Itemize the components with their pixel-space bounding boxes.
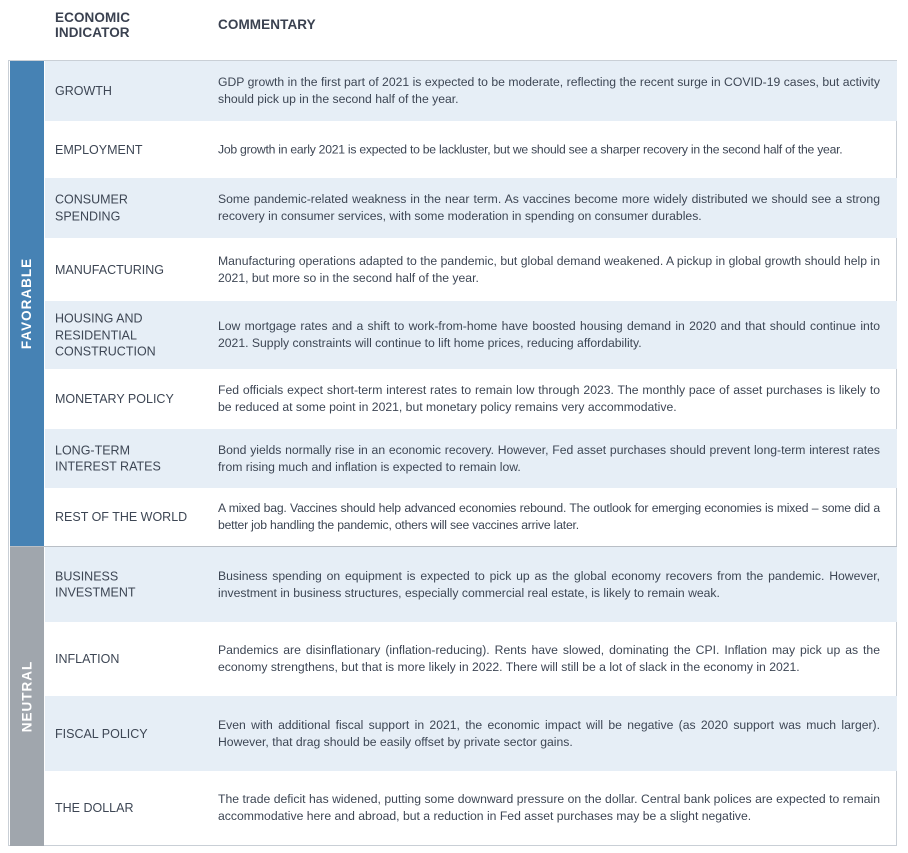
indicator-table bbox=[8, 60, 897, 846]
commentary-text: Some pandemic-related weakness in the near term. As vaccines become more widely distributed we should see a strong recovery in consumer services, with some moderation in spending on consumer durables. bbox=[218, 192, 880, 223]
commentary-text: Bond yields normally rise in an economic recovery. However, Fed asset purchases should prevent long-term interest rates from rising much and inflation is expected to remain low. bbox=[218, 442, 880, 474]
indicator-name: GROWTH bbox=[55, 83, 112, 98]
indicator-name: INFLATION bbox=[55, 651, 120, 666]
table-row bbox=[45, 696, 897, 771]
commentary-text: Business spending on equipment is expected to pick up as the global economy recovers from the pandemic. However, investment in business structures, especially commercial real estate, is likely to remain weak. bbox=[218, 568, 880, 600]
table-row bbox=[45, 61, 897, 121]
neutral-band bbox=[10, 547, 44, 846]
table-row bbox=[45, 369, 897, 429]
commentary-text: GDP growth in the first part of 2021 is expected to be moderate, reflecting the recent surge in COVID-19 cases, but activity should pick up in the second half of the year. bbox=[218, 75, 880, 106]
table-row bbox=[45, 488, 897, 546]
header-indicator-text: ECONOMIC INDICATOR bbox=[55, 10, 131, 40]
indicator-name: MONETARY POLICY bbox=[55, 391, 174, 406]
indicator-name: CONSUMER SPENDING bbox=[55, 192, 128, 223]
indicator-name: LONG-TERM INTEREST RATES bbox=[55, 443, 161, 474]
neutral-label: NEUTRAL bbox=[19, 660, 35, 733]
header-economic-indicator bbox=[55, 10, 135, 40]
table-row bbox=[45, 771, 897, 845]
indicator-name: MANUFACTURING bbox=[55, 262, 165, 277]
commentary-text: Pandemics are disinflationary (inflation-reducing). Rents have slowed, dominating the CPI. Inflation may pick up as the economy strengthens, but that is more likely in 2022. There will still be a lot of slack in the economy in 2021. bbox=[218, 643, 880, 674]
commentary-text: The trade deficit has widened, putting some downward pressure on the dollar. Central bank polices are expected to remain accommodative here and abroad, but a reduction in Fed asset purchases may be a slight negative. bbox=[218, 792, 880, 823]
commentary-text: Manufacturing operations adapted to the pandemic, but global demand weakened. A pickup in global growth should help in 2021, but more so in the second half of the year. bbox=[218, 253, 880, 285]
favorable-label: FAVORABLE bbox=[19, 257, 35, 350]
indicator-name: REST OF THE WORLD bbox=[55, 509, 188, 524]
table-row bbox=[45, 622, 897, 696]
table-row bbox=[45, 238, 897, 301]
indicator-name: EMPLOYMENT bbox=[55, 142, 143, 157]
indicator-name: THE DOLLAR bbox=[55, 800, 134, 815]
commentary-text: Low mortgage rates and a shift to work-from-home have boosted housing demand in 2020 and that should continue into 2021. Supply constraints will continue to lift home prices, reducing affordability. bbox=[218, 319, 880, 350]
indicator-name: FISCAL POLICY bbox=[55, 726, 148, 741]
favorable-band bbox=[10, 61, 44, 546]
table-row bbox=[45, 178, 897, 238]
header-commentary: COMMENTARY bbox=[218, 17, 316, 32]
commentary-text: Fed officials expect short-term interest rates to remain low through 2023. The monthly pace of asset purchases is likely to be reduced at some point in 2021, but monetary policy remains very accommodative. bbox=[218, 383, 880, 414]
table-row bbox=[45, 547, 897, 622]
commentary-text: Job growth in early 2021 is expected to be lackluster, but we should see a sharper recovery in the second half of the year. bbox=[218, 142, 843, 156]
table-row bbox=[45, 429, 897, 488]
table-row bbox=[45, 121, 897, 178]
table-header bbox=[0, 0, 908, 60]
commentary-text: A mixed bag. Vaccines should help advanced economies rebound. The outlook for emerging economies is mixed – some did a better job handling the pandemic, others will see vaccines arrive later. bbox=[218, 501, 880, 532]
table-row bbox=[45, 301, 897, 369]
commentary-text: Even with additional fiscal support in 2021, the economic impact will be negative (as 2020 support was much larger). However, that drag should be easily offset by private sector gains. bbox=[218, 717, 880, 749]
indicator-name: BUSINESS INVESTMENT bbox=[55, 569, 136, 600]
indicator-name: HOUSING AND RESIDENTIAL CONSTRUCTION bbox=[55, 311, 156, 359]
